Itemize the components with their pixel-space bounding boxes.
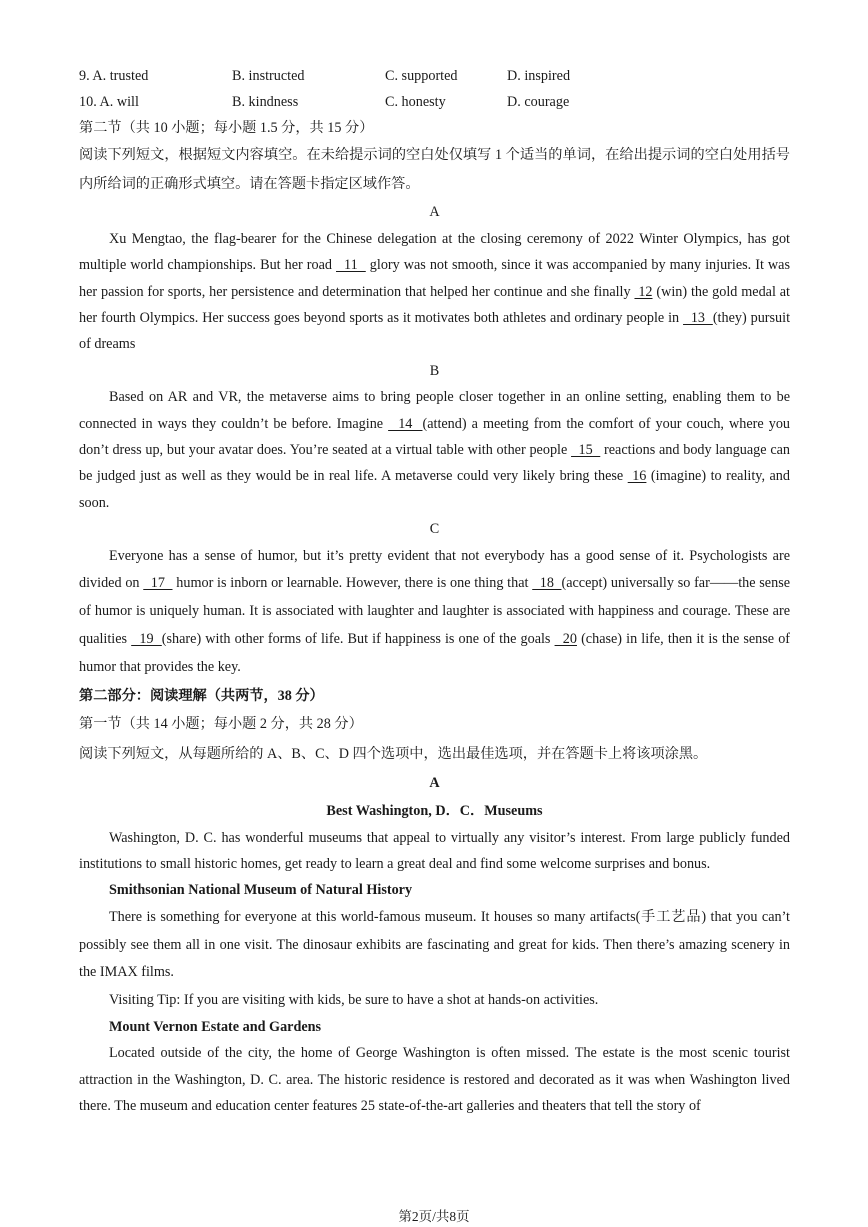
text: glory was not smooth, since it was accompanied by many injuries. It was her passion for sports, her persistence and determination that helped her continue and she finally xyxy=(79,257,790,300)
passage-a-label: A xyxy=(429,204,440,221)
section2-header: 第二节（共 10 小题；每小题 1.5 分，共 15 分） xyxy=(79,120,374,136)
passage-b-text xyxy=(79,384,790,516)
text: (imagine) to reality, and soon. xyxy=(79,468,790,511)
text: (share) with other forms of life. But if happiness is one of the goals xyxy=(161,631,555,648)
text: Everyone has a sense of humor, but it’s pretty evident that not everybody has a good sense of it. Psychologists are divided on xyxy=(79,547,790,592)
blank-14: 14 xyxy=(388,415,423,432)
reading-a-title: Best Washington, D．C．Museums xyxy=(326,802,543,819)
text: (they) pursuit of dreams xyxy=(79,310,791,353)
options-row-9 xyxy=(79,63,790,89)
museum1-tip: Visiting Tip: If you are visiting with kids, be sure to have a shot at hands-on activities. xyxy=(109,992,599,1009)
passage-c-label: C xyxy=(429,521,440,538)
part2-section1-header: 第一节（共 14 小题；每小题 2 分，共 28 分） xyxy=(79,715,363,732)
blank-11: 11 xyxy=(336,257,366,274)
blank-15: 15 xyxy=(571,442,601,459)
text: humor is inborn or learnable. However, there is one thing that xyxy=(172,575,533,592)
blank-17: 17 xyxy=(143,575,173,592)
reading-a-intro: Washington, D. C. has wonderful museums that appeal to virtually any visitor’s interest. From large publicly funded institutions to small historic homes, get ready to learn a great deal and find some welcome surprises and bonus. xyxy=(79,829,790,873)
blank-16: 16 xyxy=(627,468,647,485)
option-c: C. honesty xyxy=(385,94,446,110)
passage-c-text xyxy=(79,543,790,682)
option-a: 10. A. will xyxy=(79,94,139,110)
option-b: B. instructed xyxy=(232,68,305,84)
options-row-10 xyxy=(79,89,790,115)
museum1-title: Smithsonian National Museum of Natural History xyxy=(109,882,413,899)
exam-page xyxy=(79,63,790,1119)
passage-a-text xyxy=(79,226,790,358)
blank-12: 12 xyxy=(634,283,653,300)
option-c: C. supported xyxy=(385,68,458,84)
blank-13: 13 xyxy=(683,310,713,327)
option-d: D. courage xyxy=(507,94,570,110)
part2-header: 第二部分：阅读理解（共两节，38 分） xyxy=(79,687,324,704)
option-d: D. inspired xyxy=(507,68,571,84)
part2-instructions: 阅读下列短文，从每题所给的 A、B、C、D 四个选项中，选出最佳选项，并在答题卡上将该项涂黑。 xyxy=(79,745,708,762)
museum2-text: Located outside of the city, the home of George Washington is often missed. The estate is the most scenic tourist attraction in the Washington, D. C. area. The historic residence is restored and decorated as it was when Washington lived there. The museum and education center features 25 state-of-the-art galleries and theaters that tell the story of xyxy=(79,1045,790,1114)
blank-18: 18 xyxy=(532,575,562,592)
text: (win) the gold medal at her fourth Olympics. Her success goes beyond sports as it motivates both athletes and ordinary people in xyxy=(79,283,790,327)
page-footer: 第2页/共8页 xyxy=(398,1209,470,1224)
text: Xu Mengtao, the flag-bearer for the Chinese delegation at the closing ceremony of 2022 Winter Olympics, has got multiple world championships. But her road xyxy=(79,230,790,274)
text: (chase) in life, then it is the sense of humor that provides the key. xyxy=(79,631,791,675)
museum1-text: There is something for everyone at this world-famous museum. It houses so many artifacts(手工艺品) that you can’t possibly see them all in one visit. The dinosaur exhibits are fascinating and great for kids. Then there’s amazing scenery in the IMAX films. xyxy=(79,908,790,981)
blank-19: 19 xyxy=(131,631,162,648)
museum2-title: Mount Vernon Estate and Gardens xyxy=(109,1018,322,1035)
text: (accept) universally so far——the sense of humor is uniquely human. It is associated with laughter and laughter is associated with happiness and courage. These are qualities xyxy=(79,575,791,648)
section2-instructions: 阅读下列短文，根据短文内容填空。在未给提示词的空白处仅填写 1 个适当的单词，在给出提示词的空白处用括号内所给词的正确形式填空。请在答题卡指定区域作答。 xyxy=(79,147,790,193)
text: Based on AR and VR, the metaverse aims to bring people closer together in an online setting, enabling them to be connected in ways they couldn’t be before. Imagine xyxy=(79,389,790,432)
reading-a-label: A xyxy=(429,774,440,791)
option-b: B. kindness xyxy=(232,94,299,110)
text: reactions and body language can be judged just as well as they would be in real life. A metaverse could very likely bring these xyxy=(79,442,791,485)
passage-b-label: B xyxy=(429,362,440,379)
text: (attend) a meeting from the comfort of your couch, where you don’t dress up, but your avatar does. You’re seated at a virtual table with other people xyxy=(79,415,791,459)
blank-20: 20 xyxy=(554,631,577,648)
option-a: 9. A. trusted xyxy=(79,68,149,84)
